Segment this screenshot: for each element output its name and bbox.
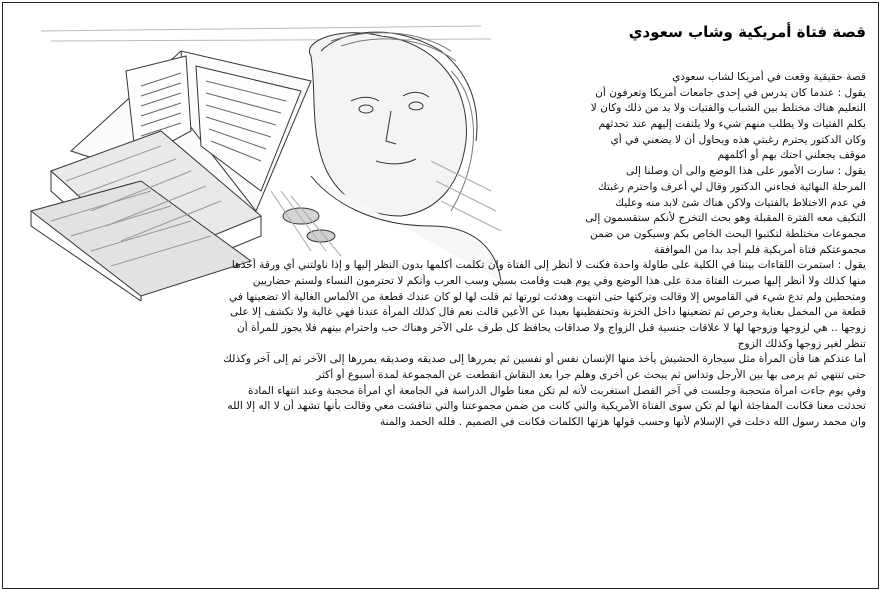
text-line: حتى تنتهي ثم يرمى بها بين الأرجل وتداس ثم يبحث عن أخرى وهلم جرا بعد النقاش انقطعت عن المجموعة لمدة أسبوع أو أكثر bbox=[316, 369, 866, 382]
text-line: يقول : سارت الأمور على هذا الوضع والى أن وصلنا إلى bbox=[625, 165, 866, 178]
page-title: قصة فتاة أمريكية وشاب سعودي bbox=[628, 23, 866, 41]
text-line: ومتحطين ولم تدع شيء في القاموس إلا وقالت وتركتها حتى انتهت وهدئت ثورتها ثم قلت لها لو كان عندك قطعة من الألماس الغالية ألا تضعينها في bbox=[229, 290, 866, 303]
text-line: موقف يجعلني احتك بهم أو أكلمهم bbox=[717, 149, 866, 162]
text-line: يقول : استمرت اللقاءات بيننا في الكلية على طاولة واحدة فكنت لا أنظر إلى الفتاة وان تكلمت أكلمها بدون النظر إليها و إذا ناولتني أي ورقة أخذها bbox=[231, 259, 866, 272]
text-line: وان محمد رسول الله دخلت في الإسلام لأنها وحسب قولها هزتها الكلمات فكانت في الصميم . فلله الحمد والمنة bbox=[379, 416, 866, 429]
text-line: تحدثت معنا فكانت المفاجئة أنها لم تكن سوى الفتاة الأمريكية والتي كانت من ضمن مجموعتنا والتي تناقشت معي وقالت بأنها تشهد أن لا اله إلا الله bbox=[227, 400, 866, 413]
text-line: قطعة من المخمل بعناية وحرص ثم تضعينها داخل الخزنة وتحتفظينها بعيدا عن الأعين قالت نعم قال كذلك المرأة عندنا فهي غالية ولا تكشف إلا على bbox=[230, 306, 866, 319]
text-line: منها كذلك ولا أنظر إليها صبرت الفتاة مدة على هذا الوضع وفي يوم هبت وقامت بسبي وسب العرب وأنكم لا تحترمون النساء ولستم حضاريين bbox=[252, 274, 866, 287]
text-line: وكان الدكتور يحترم رغبتي هذه ويحاول أن لا يضعني في أي bbox=[610, 133, 866, 146]
text-line: المرحلة النهائية فجاءني الدكتور وقال لي أعرف واحترم رغبتك bbox=[597, 180, 866, 193]
page-frame bbox=[2, 2, 879, 589]
text-line: يكلم الفتيات ولا يطلب منهم شيء ولا يلتفت إليهم عند تحدثهم bbox=[598, 118, 866, 131]
text-line: زوجها .. هي لزوجها وزوجها لها لا علاقات جنسية قبل الزواج ولا صداقات يحافظ كل طرف على الآخر وهناك حب واحترام بينهم فلا يجوز للمرأة أن bbox=[237, 322, 866, 334]
text-line: وفي يوم جاءت امرأة متحجبة وجلست في آخر الفصل استغربت لأنه لم تكن معنا طوال الدراسة في الجامعة أي امرأة محجبة وعند انتهاء المادة bbox=[248, 384, 866, 397]
text-line: مجموعات مختلطة لتكتبوا البحث الخاص بكم وسيكون من ضمن bbox=[590, 227, 866, 240]
text-line: التكيف معه الفترة المقبلة وهو بحث التخرج لأنكم ستقسمون إلى bbox=[585, 212, 866, 225]
text-line: يقول : عندما كان يدرس في إحدى جامعات أمريكا وتعرفون أن bbox=[595, 86, 866, 99]
text-line: في عدم الاختلاط بالفتيات ولاكن هناك شئ لابد منه وعليك bbox=[615, 196, 866, 209]
story-text bbox=[1, 70, 866, 431]
text-line: قصة حقيقية وقعت في أمريكا لشاب سعودي bbox=[672, 71, 866, 83]
text-line: مجموعتكم فتاة أمريكية فلم أجد بدا من الموافقة bbox=[654, 243, 866, 256]
text-line: أما عندكم هنا فأن المرأة مثل سيجارة الحشيش يأخذ منها الإنسان نفس أو نفسين ثم يمررها إلى صديقه وصديقه يمررها إلى الآخر ثم إلى آخر وكذلك bbox=[223, 353, 866, 366]
text-line: تنظر لغير زوجها وكذلك الزوج bbox=[737, 337, 866, 350]
text-line: التعليم هناك مختلط بين الشباب والفتيات ولا بد من ذلك وكان لا bbox=[590, 102, 866, 115]
